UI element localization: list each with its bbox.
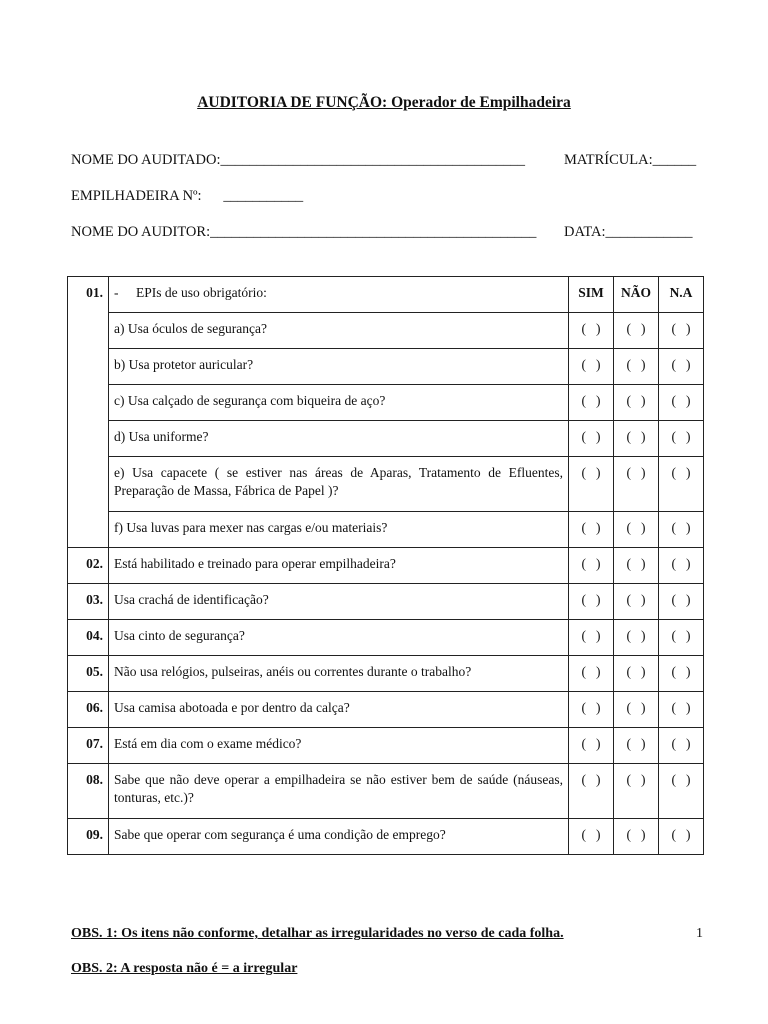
- item-number: 02.: [68, 548, 109, 584]
- checkbox-na[interactable]: ( ): [659, 421, 704, 457]
- table-row: [68, 819, 704, 855]
- question: Sabe que não deve operar a empilhadeira se não estiver bem de saúde (náuseas, tonturas, etc.)?: [109, 764, 569, 819]
- checkbox-nao[interactable]: ( ): [614, 764, 659, 819]
- question: Está em dia com o exame médico?: [109, 728, 569, 764]
- checkbox-nao[interactable]: ( ): [614, 313, 659, 349]
- checkbox-sim[interactable]: ( ): [569, 692, 614, 728]
- checkbox-nao[interactable]: ( ): [614, 457, 659, 512]
- checkbox-nao[interactable]: ( ): [614, 692, 659, 728]
- checkbox-sim[interactable]: ( ): [569, 512, 614, 548]
- checkbox-sim[interactable]: ( ): [569, 656, 614, 692]
- checkbox-na[interactable]: ( ): [659, 313, 704, 349]
- question: Usa camisa abotoada e por dentro da calça?: [109, 692, 569, 728]
- table-row: [68, 512, 704, 548]
- table-row: [68, 421, 704, 457]
- checkbox-nao[interactable]: ( ): [614, 385, 659, 421]
- item-01-text: EPIs de uso obrigatório:: [136, 285, 267, 300]
- sub-question: e) Usa capacete ( se estiver nas áreas de Aparas, Tratamento de Efluentes, Preparação de Massa, Fábrica de Papel )?: [109, 457, 569, 512]
- table-row: [68, 548, 704, 584]
- checkbox-na[interactable]: ( ): [659, 764, 704, 819]
- table-row: [68, 656, 704, 692]
- checkbox-na[interactable]: ( ): [659, 385, 704, 421]
- table-row: [68, 385, 704, 421]
- item-number: 01.: [68, 277, 109, 548]
- table-header-row: [68, 277, 704, 313]
- checkbox-nao[interactable]: ( ): [614, 620, 659, 656]
- registration-field: MATRÍCULA:______: [564, 152, 697, 168]
- item-number: 03.: [68, 584, 109, 620]
- checkbox-na[interactable]: ( ): [659, 728, 704, 764]
- checkbox-sim[interactable]: ( ): [569, 385, 614, 421]
- item-number: 08.: [68, 764, 109, 819]
- item-number: 05.: [68, 656, 109, 692]
- question: Usa cinto de segurança?: [109, 620, 569, 656]
- checkbox-sim[interactable]: ( ): [569, 457, 614, 512]
- table-row: [68, 584, 704, 620]
- checkbox-sim[interactable]: ( ): [569, 620, 614, 656]
- table-row: [68, 728, 704, 764]
- checkbox-nao[interactable]: ( ): [614, 349, 659, 385]
- item-number: 04.: [68, 620, 109, 656]
- table-row: [68, 349, 704, 385]
- checkbox-na[interactable]: ( ): [659, 457, 704, 512]
- checkbox-nao[interactable]: ( ): [614, 819, 659, 855]
- obs-2-note: OBS. 2: A resposta não é = a irregular: [71, 961, 298, 976]
- sub-question: f) Usa luvas para mexer nas cargas e/ou materiais?: [109, 512, 569, 548]
- table-row: [68, 457, 704, 512]
- table-row: [68, 764, 704, 819]
- auditor-name-field: NOME DO AUDITOR:_____________________________________________: [71, 224, 537, 240]
- checkbox-sim[interactable]: ( ): [569, 819, 614, 855]
- checkbox-nao[interactable]: ( ): [614, 548, 659, 584]
- table-row: [68, 620, 704, 656]
- item-number: 06.: [68, 692, 109, 728]
- table-row: [68, 692, 704, 728]
- checkbox-sim[interactable]: ( ): [569, 728, 614, 764]
- page-number: 1: [696, 926, 703, 941]
- checkbox-sim[interactable]: ( ): [569, 584, 614, 620]
- forklift-number-field: EMPILHADEIRA Nº: ___________: [71, 188, 304, 204]
- checkbox-sim[interactable]: ( ): [569, 548, 614, 584]
- bullet: -: [114, 285, 119, 300]
- checkbox-na[interactable]: ( ): [659, 349, 704, 385]
- checkbox-na[interactable]: ( ): [659, 548, 704, 584]
- checkbox-nao[interactable]: ( ): [614, 421, 659, 457]
- checkbox-na[interactable]: ( ): [659, 819, 704, 855]
- header-sim: SIM: [569, 277, 614, 313]
- item-01-label: [109, 277, 569, 313]
- checkbox-sim[interactable]: ( ): [569, 764, 614, 819]
- header-nao: NÃO: [614, 277, 659, 313]
- date-field: DATA:____________: [564, 224, 693, 240]
- checkbox-sim[interactable]: ( ): [569, 313, 614, 349]
- checkbox-na[interactable]: ( ): [659, 512, 704, 548]
- question: Está habilitado e treinado para operar empilhadeira?: [109, 548, 569, 584]
- table-row: [68, 313, 704, 349]
- question: Usa crachá de identificação?: [109, 584, 569, 620]
- checkbox-nao[interactable]: ( ): [614, 512, 659, 548]
- checkbox-nao[interactable]: ( ): [614, 584, 659, 620]
- question: Não usa relógios, pulseiras, anéis ou correntes durante o trabalho?: [109, 656, 569, 692]
- item-number: 07.: [68, 728, 109, 764]
- checkbox-na[interactable]: ( ): [659, 620, 704, 656]
- sub-question: c) Usa calçado de segurança com biqueira de aço?: [109, 385, 569, 421]
- checkbox-na[interactable]: ( ): [659, 692, 704, 728]
- audit-checklist-table: [67, 276, 704, 855]
- checkbox-nao[interactable]: ( ): [614, 728, 659, 764]
- header-na: N.A: [659, 277, 704, 313]
- form-title: AUDITORIA DE FUNÇÃO: Operador de Empilhadeira: [197, 94, 571, 111]
- auditee-name-field: NOME DO AUDITADO:__________________________________________: [71, 152, 525, 168]
- sub-question: b) Usa protetor auricular?: [109, 349, 569, 385]
- question: Sabe que operar com segurança é uma condição de emprego?: [109, 819, 569, 855]
- sub-question: a) Usa óculos de segurança?: [109, 313, 569, 349]
- sub-question: d) Usa uniforme?: [109, 421, 569, 457]
- checkbox-na[interactable]: ( ): [659, 656, 704, 692]
- checkbox-na[interactable]: ( ): [659, 584, 704, 620]
- checkbox-sim[interactable]: ( ): [569, 349, 614, 385]
- obs-1-note: OBS. 1: Os itens não conforme, detalhar as irregularidades no verso de cada folha.: [71, 926, 564, 941]
- item-number: 09.: [68, 819, 109, 855]
- checkbox-nao[interactable]: ( ): [614, 656, 659, 692]
- checkbox-sim[interactable]: ( ): [569, 421, 614, 457]
